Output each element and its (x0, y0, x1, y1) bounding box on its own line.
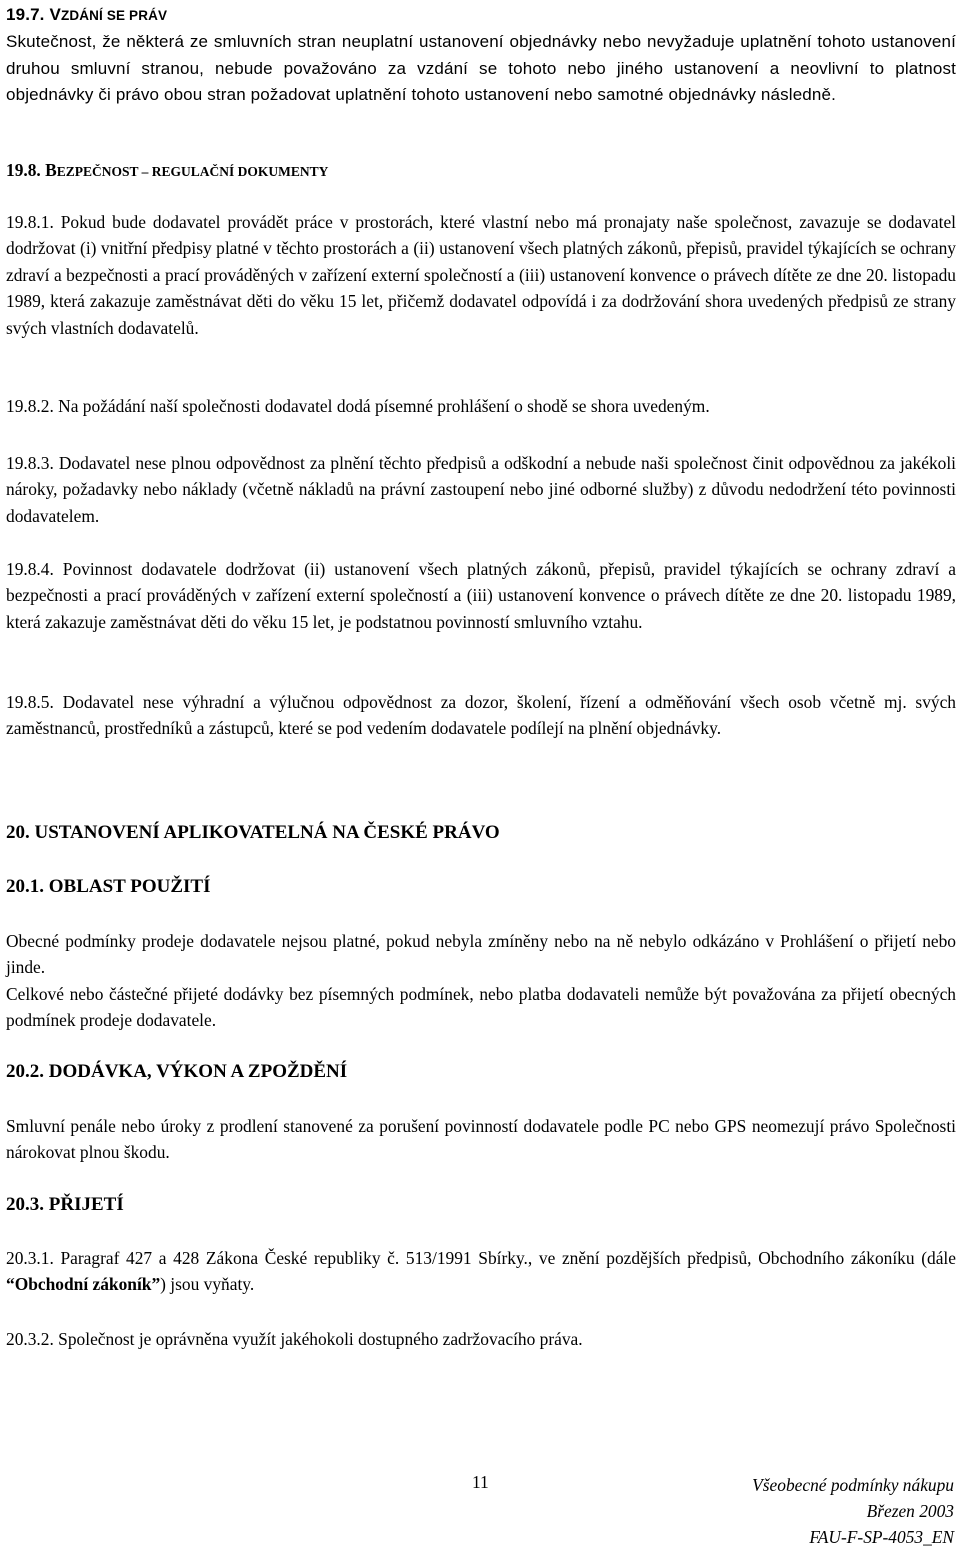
paragraph-19-8-4: 19.8.4. Povinnost dodavatele dodržovat (ii) ustanovení všech platných zákonů, přepisů, pravidel týkajících se ochrany zdraví a bezpečnosti a prací prováděných v zařízení externí společností a (iii) ustanovení konvence o právech dítěte ze dne 20. listopadu 1989, která zakazuje zaměstnávat děti do věku 15 let, je podstatnou povinností smluvního vztahu. (6, 559, 956, 632)
paragraph-19-8-2: 19.8.2. Na požádání naší společnosti dodavatel dodá písemné prohlášení o shodě se shora uvedeným. (6, 396, 710, 416)
section-20-1-heading: 20.1. OBLAST POUŽITÍ (6, 876, 211, 897)
section-20-3-heading: 20.3. PŘIJETÍ (6, 1194, 124, 1215)
section-19-8-heading (6, 157, 956, 185)
footer-info (752, 1472, 954, 1550)
section-19-7-heading (6, 2, 956, 29)
defined-term: “Obchodní zákoník” (6, 1274, 161, 1295)
paragraph-19-8-1: 19.8.1. Pokud bude dodavatel provádět práce v prostorách, které vlastní nebo má pronajaty naše společnost, zavazuje se dodavatel dodržovat (i) vnitřní předpisy platné v těchto prostorách a (ii) ustanovení všech platných zákonů, přepisů, pravidel týkajících se ochrany zdraví a bezpečnosti a prací prováděných v zařízení externí společností a (iii) ustanovení konvence o právech dítěte ze dne 20. listopadu 1989, která zakazuje zaměstnávat děti do věku 15 let, přičemž dodavatel odpovídá i za dodržování shora uvedených předpisů ze strany svých vlastních dodavatelů. (6, 212, 956, 338)
footer-title: Všeobecné podmínky nákupu (752, 1475, 954, 1495)
paragraph-20-2: Smluvní penále nebo úroky z prodlení stanovené za porušení povinností dodavatele podle PC nebo GPS neomezují právo Společnosti nárokovat plnou škodu. (6, 1116, 956, 1163)
paragraph-text-end: ) jsou vyňaty. (160, 1274, 255, 1295)
heading-initial: B (45, 160, 57, 180)
section-20-2-heading: 20.2. DODÁVKA, VÝKON A ZPOŽDĚNÍ (6, 1061, 348, 1082)
heading-number: 19.8. (6, 160, 46, 180)
paragraph-20-3-2: 20.3.2. Společnost je oprávněna využít jakéhokoli dostupného zadržovacího práva. (6, 1329, 583, 1349)
heading-text: EZPEČNOST – REGULAČNÍ DOKUMENTY (56, 164, 329, 179)
heading-text: ZDÁNÍ SE PRÁV (60, 8, 168, 23)
footer-code: FAU-F-SP-4053_EN (809, 1527, 954, 1547)
footer-date: Březen 2003 (866, 1501, 954, 1521)
section-19-7 (6, 2, 956, 109)
paragraph-20-1-b: Celkové nebo částečné přijeté dodávky bez písemných podmínek, nebo platba dodavateli nemůže být považována za přijetí obecných podmínek prodeje dodavatele. (6, 984, 956, 1031)
heading-initial: V (49, 5, 61, 24)
paragraph-20-3-1 (6, 1245, 956, 1298)
heading-number: 19.7. (6, 5, 50, 24)
section-20-heading: 20. USTANOVENÍ APLIKOVATELNÁ NA ČESKÉ PRÁVO (6, 822, 500, 843)
paragraph-20-1-a: Obecné podmínky prodeje dodavatele nejsou platné, pokud nebyla zmíněny nebo na ně nebylo odkázáno v Prohlášení o přijetí nebo jinde. (6, 931, 956, 978)
section-19-7-body: Skutečnost, že některá ze smluvních stran neuplatní ustanovení objednávky nebo nevyžaduje uplatnění tohoto ustanovení druhou smluvní stranou, nebude považováno za vzdání se tohoto nebo jiného ustanovení a neovlivní to platnost objednávky či právo obou stran požadovat uplatnění tohoto ustanovení nebo samotné objednávky následně. (6, 32, 956, 105)
paragraph-text: 20.3.1. Paragraf 427 a 428 Zákona České republiky č. 513/1991 Sbírky., ve znění pozdějších předpisů, Obchodního zákoníku (dále (6, 1248, 956, 1268)
paragraph-19-8-5: 19.8.5. Dodavatel nese výhradní a výlučnou odpovědnost za dozor, školení, řízení a odměňování všech osob včetně mj. svých zaměstnanců, prostředníků a zástupců, které se pod vedením dodavatele podílejí na plnění objednávky. (6, 692, 956, 739)
paragraph-19-8-3: 19.8.3. Dodavatel nese plnou odpovědnost za plnění těchto předpisů a odškodní a nebude naši společnost činit odpovědnou za jakékoli nároky, požadavky nebo náklady (včetně nákladů na právní zastoupení nebo jiné odborné služby) z důvodu nedodržení této povinnosti dodavatelem. (6, 453, 956, 526)
page-number: 11 (472, 1472, 489, 1492)
